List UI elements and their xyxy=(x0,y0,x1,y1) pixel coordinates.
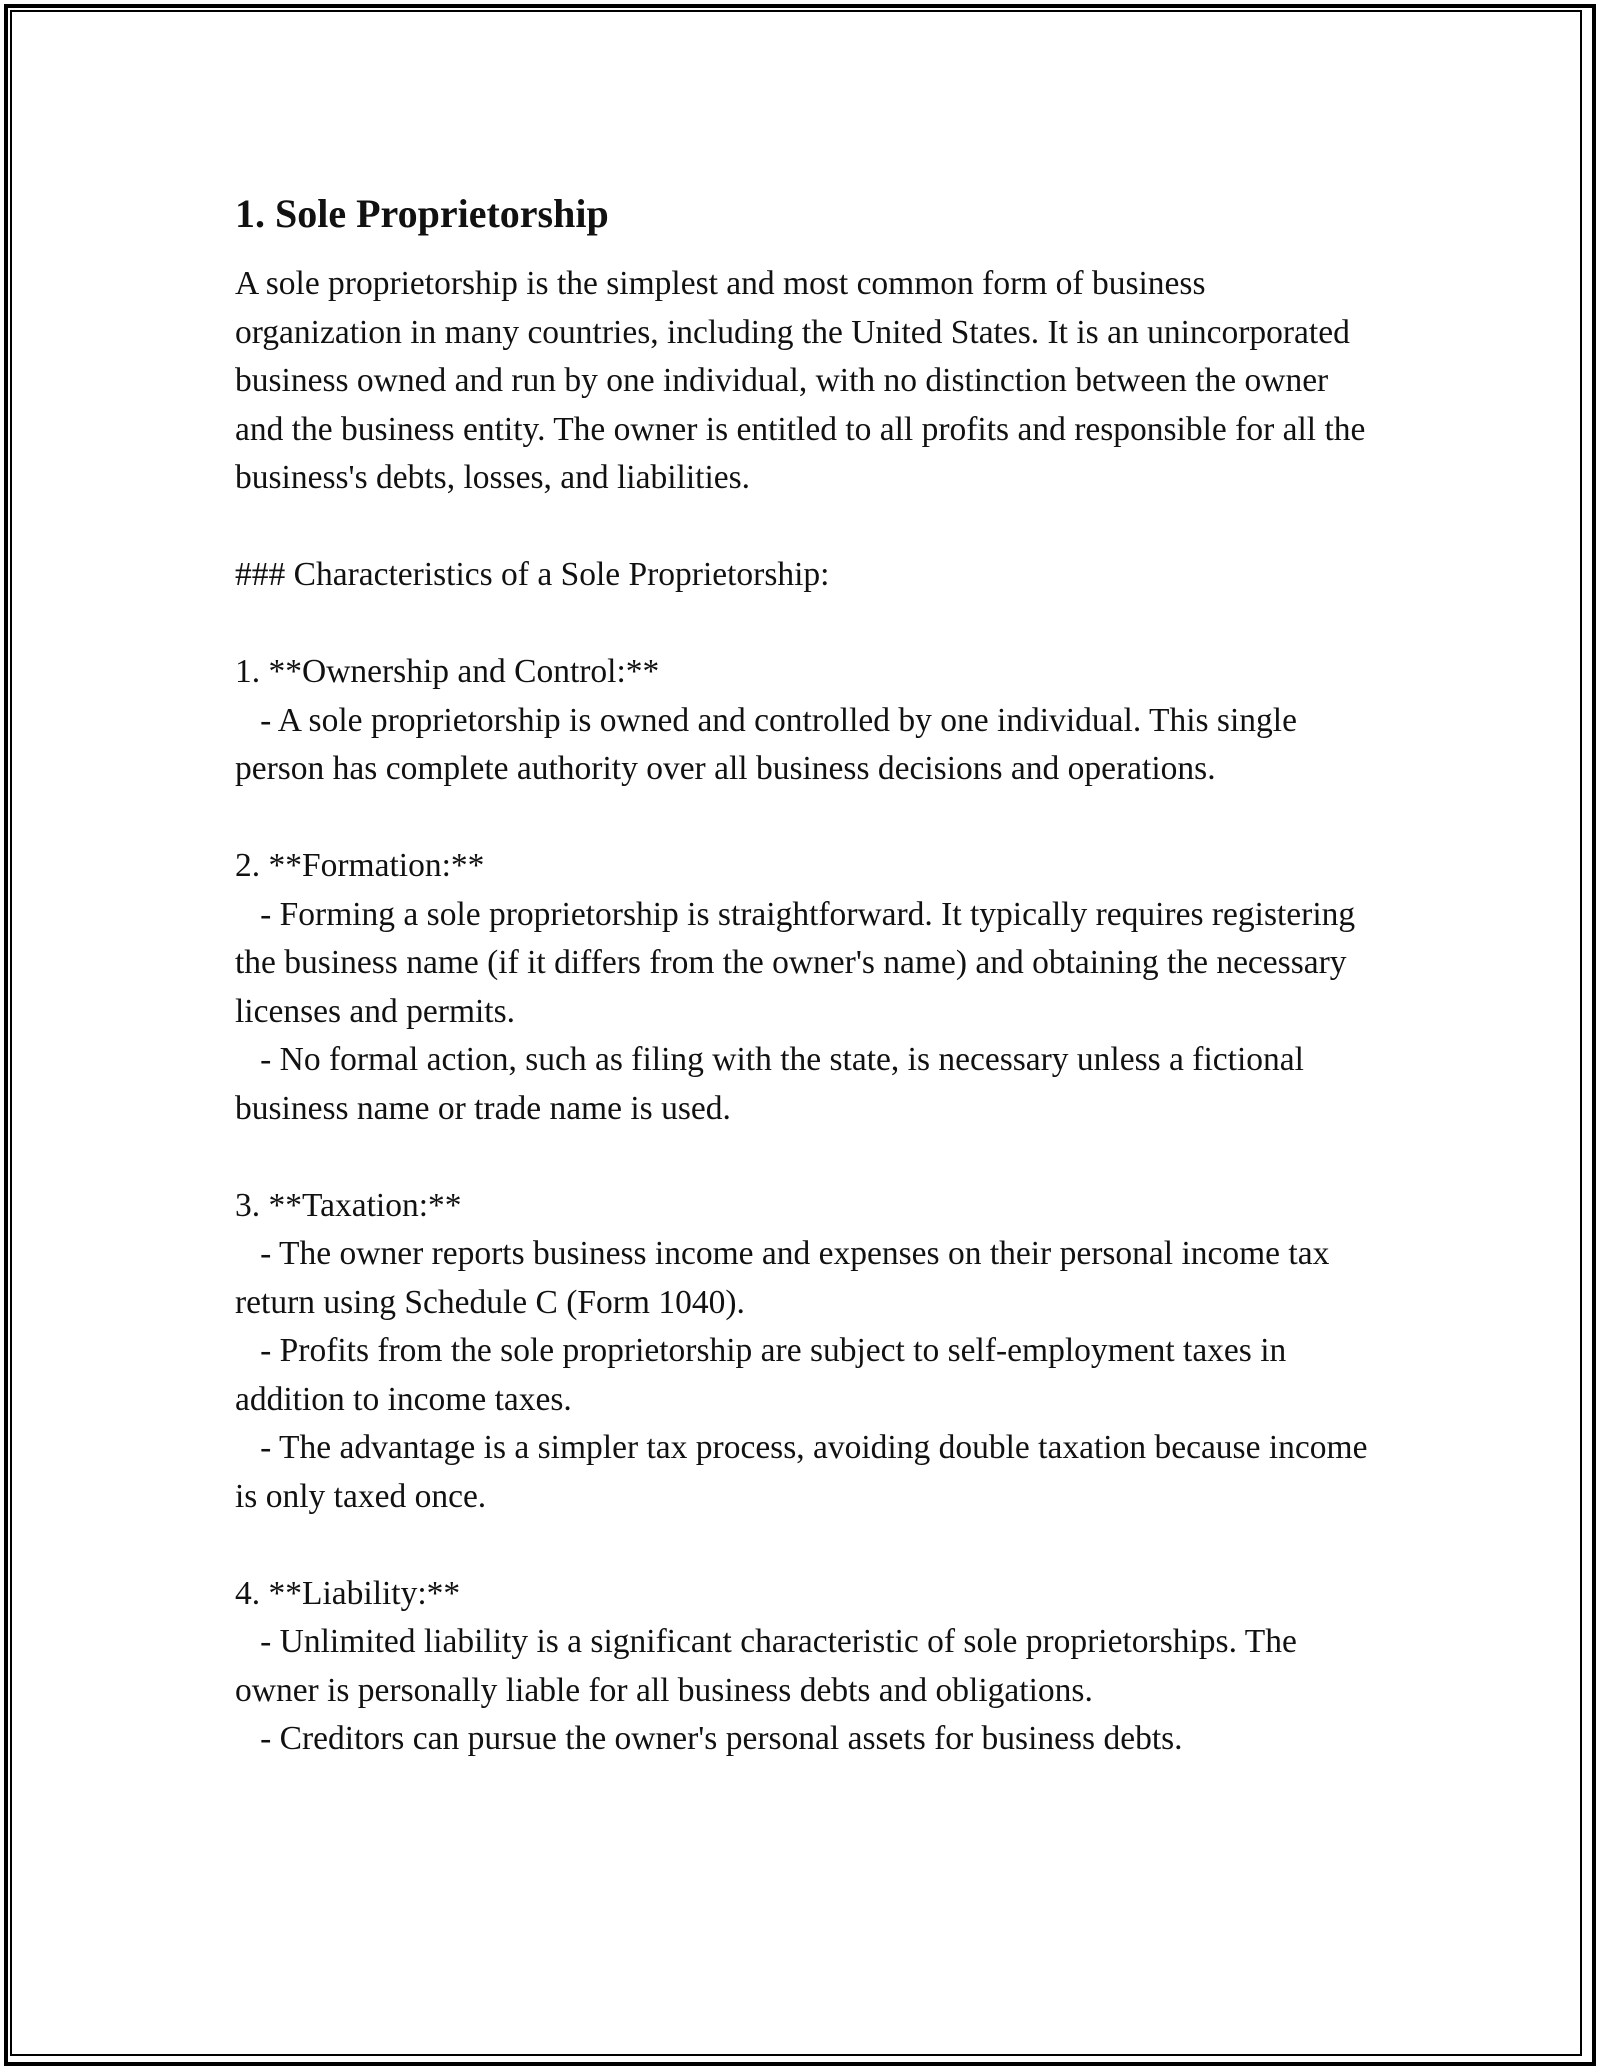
list-item-heading: 1. **Ownership and Control:** xyxy=(235,653,660,690)
list-item-bullet: - A sole proprietorship is owned and controlled by one individual. This single person has complete authority over all business decisions and operations. xyxy=(235,701,1297,787)
list-item-bullet: - Forming a sole proprietorship is straightforward. It typically requires registering the business name (if it differs from the owner's name) and obtaining the necessary licenses and permits. xyxy=(235,895,1356,1030)
section-heading: ### Characteristics of a Sole Proprietorship: xyxy=(235,556,830,593)
list-item-formation xyxy=(235,842,1375,1133)
list-item-heading: 2. **Formation:** xyxy=(235,847,485,884)
list-item-bullet: - Creditors can pursue the owner's personal assets for business debts. xyxy=(260,1720,1183,1757)
list-item-bullet: - The advantage is a simpler tax process, avoiding double taxation because income is only taxed once. xyxy=(235,1429,1368,1515)
list-item-liability xyxy=(235,1570,1375,1764)
list-item-bullet: - Profits from the sole proprietorship are subject to self-employment taxes in addition to income taxes. xyxy=(235,1332,1287,1418)
document-body xyxy=(235,184,1375,1812)
intro-paragraph: A sole proprietorship is the simplest and most common form of business organization in many countries, including the United States. It is an unincorporated business owned and run by one individual, with no distinction between the owner and the business entity. The owner is entitled to all profits and responsible for all the business's debts, losses, and liabilities. xyxy=(235,265,1366,496)
list-item-heading: 4. **Liability:** xyxy=(235,1574,461,1612)
list-item-heading: 3. **Taxation:** xyxy=(235,1186,462,1224)
list-item-bullet: - No formal action, such as filing with the state, is necessary unless a fictional business name or trade name is used. xyxy=(235,1041,1304,1127)
list-item-ownership xyxy=(235,648,1375,794)
list-item-taxation xyxy=(235,1182,1375,1522)
page-title: 1. Sole Proprietorship xyxy=(235,191,609,236)
list-item-bullet: - The owner reports business income and expenses on their personal income tax return using Schedule C (Form 1040). xyxy=(235,1235,1330,1321)
list-item-bullet: - Unlimited liability is a significant characteristic of sole proprietorships. The owner is personally liable for all business debts and obligations. xyxy=(235,1623,1297,1709)
